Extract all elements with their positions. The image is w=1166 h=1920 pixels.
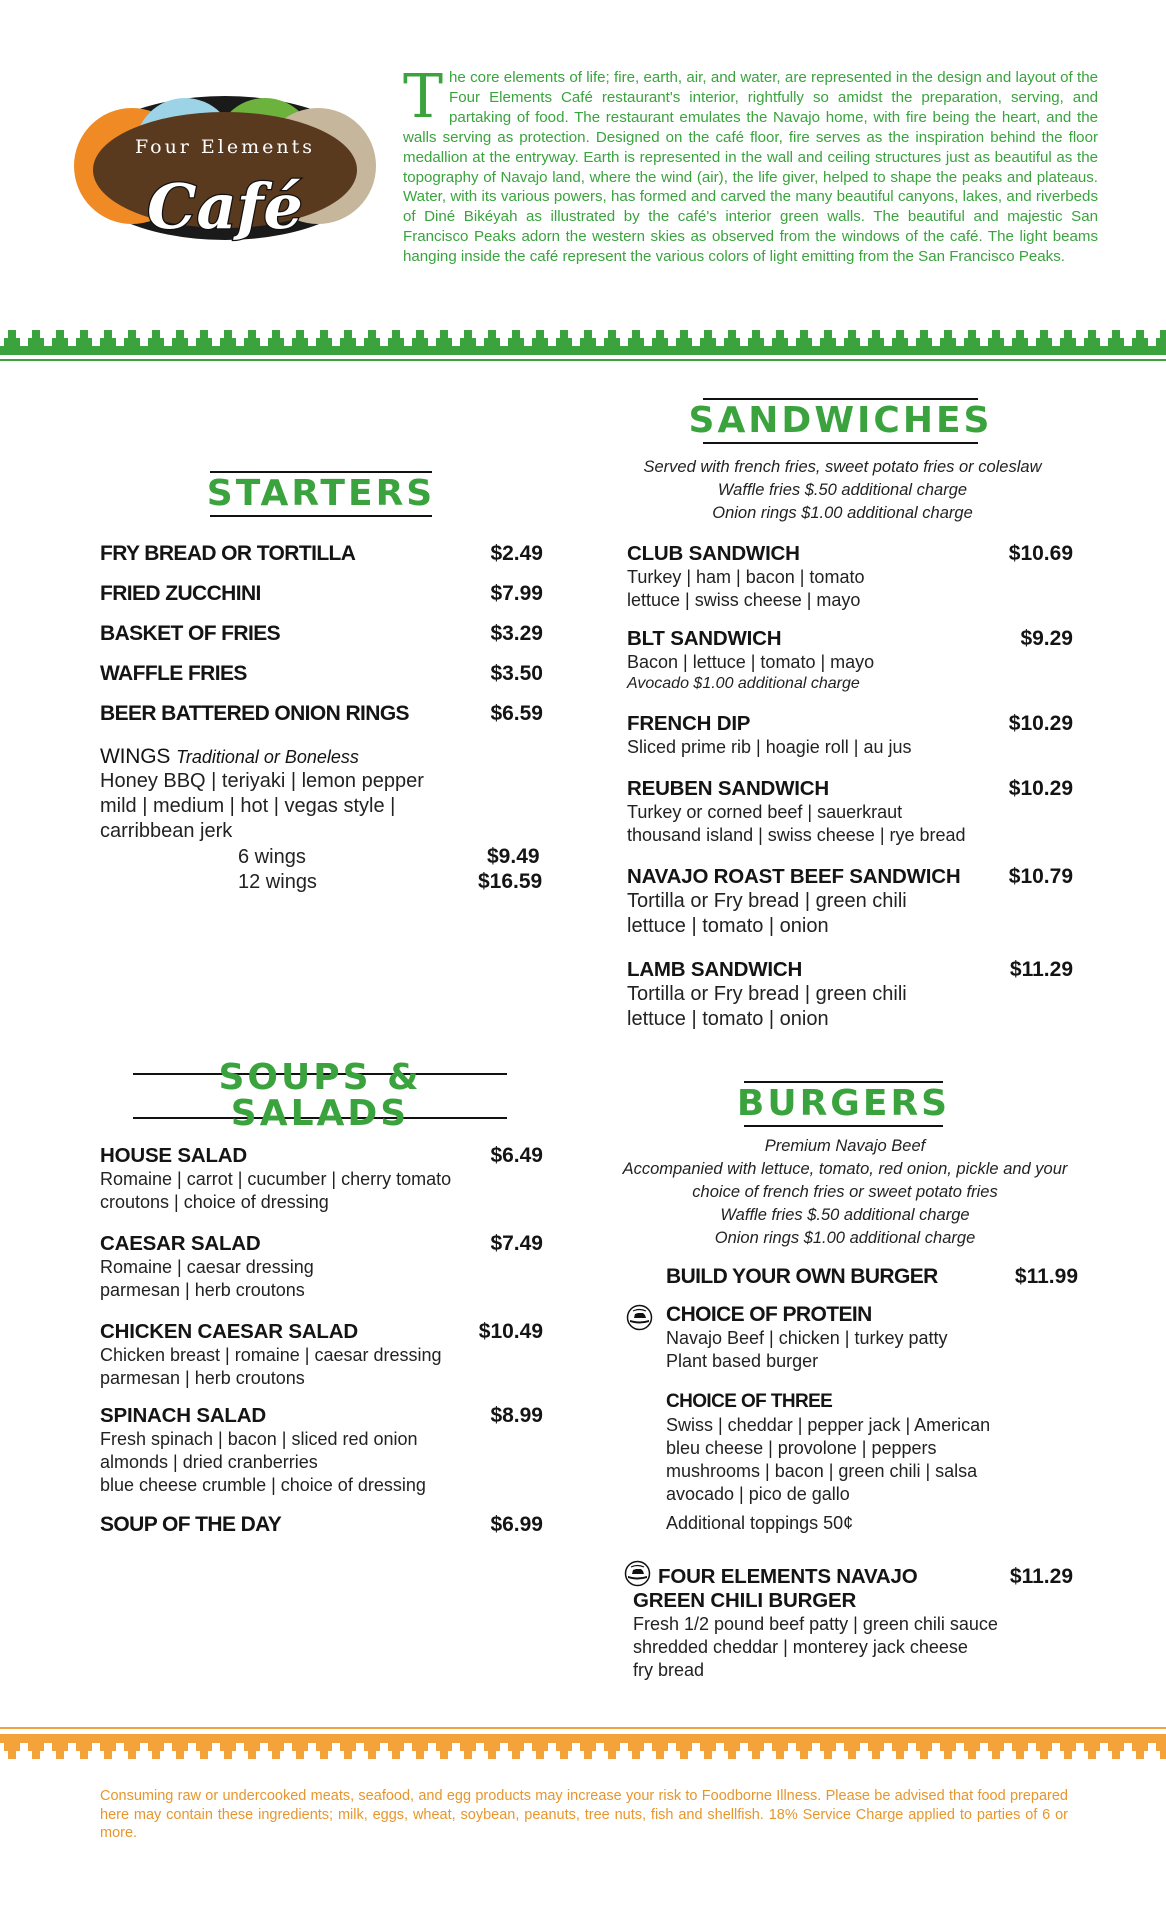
wings-subtitle: Traditional or Boneless — [176, 747, 359, 767]
item-desc: mushrooms | bacon | green chili | salsa — [666, 1461, 978, 1481]
item-name: BASKET OF FRIES — [100, 622, 281, 645]
item-desc: Romaine | carrot | cucumber | cherry tomato — [100, 1169, 452, 1189]
item-desc: Plant based burger — [666, 1351, 819, 1371]
note-line: Onion rings $1.00 additional charge — [712, 504, 973, 522]
navajo-beef-icon — [626, 1304, 653, 1331]
item-name: WINGS — [100, 745, 171, 768]
item-price: $9.29 — [1020, 627, 1073, 650]
note-line: Premium Navajo Beef — [764, 1137, 926, 1155]
item-price: $10.79 — [1008, 865, 1073, 888]
item-name: CLUB SANDWICH — [627, 542, 800, 565]
salad-item — [100, 1404, 543, 1497]
sandwiches-heading-text: SANDWICHES — [688, 400, 993, 441]
burger-item-navajo — [633, 1565, 1073, 1682]
sandwich-item — [627, 777, 1073, 847]
additional-toppings: Additional toppings 50¢ — [666, 1513, 854, 1533]
item-desc: parmesan | herb croutons — [100, 1368, 305, 1388]
item-price: $10.69 — [1008, 542, 1073, 565]
item-name: HOUSE SALAD — [100, 1144, 248, 1167]
item-desc: Fresh 1/2 pound beef patty | green chili sauce — [633, 1614, 998, 1634]
burger-item-build — [666, 1265, 1078, 1289]
item-name: FRENCH DIP — [627, 712, 751, 735]
item-desc: almonds | dried cranberries — [100, 1452, 318, 1472]
item-price: $11.99 — [1014, 1265, 1078, 1288]
item-name: CHOICE OF PROTEIN — [666, 1303, 872, 1326]
green-zigzag-divider — [0, 326, 1166, 362]
burger-choice-protein — [666, 1303, 1078, 1373]
intro-dropcap: T — [403, 62, 444, 132]
item-desc: lettuce | tomato | onion — [627, 1008, 829, 1030]
item-desc: Tortilla or Fry bread | green chili — [627, 983, 907, 1005]
item-desc: lettuce | tomato | onion — [627, 915, 829, 937]
item-price: $11.29 — [1009, 958, 1073, 981]
item-desc: bleu cheese | provolone | peppers — [666, 1438, 937, 1458]
item-desc: lettuce | swiss cheese | mayo — [627, 590, 861, 610]
item-desc: avocado | pico de gallo — [666, 1484, 850, 1504]
item-name: NAVAJO ROAST BEEF SANDWICH — [627, 865, 961, 888]
item-name: FRY BREAD OR TORTILLA — [100, 542, 356, 565]
orange-zigzag-divider — [0, 1727, 1166, 1773]
item-name: CHOICE OF THREE — [666, 1391, 833, 1412]
intro-paragraph — [403, 62, 1098, 267]
item-name: REUBEN SANDWICH — [627, 777, 830, 800]
wings-option-12: 12 wings — [238, 871, 317, 893]
four-elements-cafe-logo — [70, 88, 380, 260]
item-price: $8.99 — [490, 1404, 543, 1427]
note-line: Served with french fries, sweet potato fries or coleslaw — [643, 458, 1042, 476]
allergen-disclaimer: Consuming raw or undercooked meats, seafood, and egg products may increase your risk to Foodborne Illness. Please be advised that food prepared here may contain these ingredients; milk, eggs, wheat, soybean, peanuts, tree nuts, fish and shellfish. 18% Service Charge applied to parties of 6 or more. — [100, 1788, 1068, 1841]
starter-item — [100, 582, 543, 606]
item-price: $6.59 — [490, 702, 543, 725]
item-name: SPINACH SALAD — [100, 1404, 266, 1427]
item-price: $7.49 — [490, 1232, 543, 1255]
logo-line2: Café — [147, 170, 303, 243]
starters-heading — [206, 471, 436, 517]
item-name-line2: GREEN CHILI BURGER — [633, 1589, 857, 1612]
sandwich-item — [627, 627, 1073, 694]
burgers-heading-text: BURGERS — [736, 1083, 951, 1124]
sandwich-item — [627, 542, 1073, 612]
item-name: CAESAR SALAD — [100, 1232, 261, 1255]
item-price: $11.29 — [1009, 1565, 1073, 1588]
item-desc: fry bread — [633, 1660, 705, 1680]
note-line: Waffle fries $.50 additional charge — [720, 1206, 970, 1224]
wings-option-6: 6 wings — [238, 846, 306, 868]
item-desc: shredded cheddar | monterey jack cheese — [633, 1637, 968, 1657]
starters-heading-text: STARTERS — [206, 473, 436, 514]
item-desc: Romaine | caesar dressing — [100, 1257, 314, 1277]
starter-item — [100, 542, 543, 566]
item-note: Avocado $1.00 additional charge — [627, 675, 860, 692]
wings-price-6: $9.49 — [487, 845, 540, 868]
item-name: FRIED ZUCCHINI — [100, 582, 261, 605]
item-price: $7.99 — [490, 582, 543, 605]
salad-item — [100, 1232, 543, 1302]
item-name: FOUR ELEMENTS NAVAJO — [658, 1565, 918, 1588]
item-desc: Fresh spinach | bacon | sliced red onion — [100, 1429, 418, 1449]
wings-item — [100, 745, 543, 844]
item-desc: Turkey or corned beef | sauerkraut — [627, 802, 903, 822]
item-name: WAFFLE FRIES — [100, 662, 247, 685]
soups-salads-heading — [133, 1057, 507, 1134]
logo-line1: Four Elements — [134, 136, 316, 158]
note-line: Accompanied with lettuce, tomato, red onion, pickle and your — [622, 1160, 1068, 1178]
item-desc: Sliced prime rib | hoagie roll | au jus — [627, 737, 912, 757]
item-desc: Honey BBQ | teriyaki | lemon pepper — [100, 770, 424, 792]
item-desc: carribbean jerk — [100, 820, 233, 842]
sandwiches-note — [600, 456, 1085, 525]
item-name: BUILD YOUR OWN BURGER — [666, 1265, 938, 1288]
item-name: SOUP OF THE DAY — [100, 1513, 282, 1536]
item-name: BEER BATTERED ONION RINGS — [100, 702, 409, 725]
burger-choice-three — [666, 1390, 1078, 1535]
starter-item — [100, 662, 543, 686]
sandwich-item — [627, 712, 1073, 759]
intro-text: he core elements of life; fire, earth, air, and water, are represented in the design and layout of the Four Elements Café restaurant's interior, rightfully so amidst the preparation, serving, and partaking of food. The restaurant emulates the Navajo home, with fire being the heart, and the walls serving as protection. Designed on the café floor, fire serves as the inspiration behind the floor medallion at the entryway. Earth is represented in the wall and ceiling structures just as beautiful as the topography of Navajo land, where the wind (air), the life giver, helped to shape the peaks and plateaus. Water, with its various powers, has formed and carved the many beautiful canyons, lakes, and riverbeds of Diné Bikéyah as illustrated by the café's interior green walls. The beautiful and majestic San Francisco Peaks adorn the western skies as observed from the windows of the café. The light beams hanging inside the café represent the various colors of light emitting from the San Francisco Peaks. — [403, 69, 1098, 266]
item-desc: Navajo Beef | chicken | turkey patty — [666, 1328, 948, 1348]
item-desc: Swiss | cheddar | pepper jack | American — [666, 1415, 991, 1435]
wings-price-12: $16.59 — [478, 870, 543, 893]
salad-item — [100, 1144, 543, 1214]
item-price: $6.99 — [490, 1513, 543, 1536]
item-name: CHICKEN CAESAR SALAD — [100, 1320, 358, 1343]
soup-item — [100, 1513, 543, 1537]
item-desc: thousand island | swiss cheese | rye bread — [627, 825, 966, 845]
item-price: $3.50 — [490, 662, 543, 685]
item-desc: Chicken breast | romaine | caesar dressing — [100, 1345, 442, 1365]
item-desc: croutons | choice of dressing — [100, 1192, 329, 1212]
burgers-heading — [736, 1081, 951, 1127]
item-desc: blue cheese crumble | choice of dressing — [100, 1475, 426, 1495]
sandwich-item — [627, 865, 1073, 939]
item-name: LAMB SANDWICH — [627, 958, 803, 981]
item-price: $10.49 — [478, 1320, 543, 1343]
note-line: Onion rings $1.00 additional charge — [714, 1229, 976, 1247]
salad-item — [100, 1320, 543, 1390]
item-desc: parmesan | herb croutons — [100, 1280, 305, 1300]
burgers-note — [600, 1135, 1090, 1250]
item-price: $2.49 — [490, 542, 543, 565]
item-price: $10.29 — [1008, 777, 1073, 800]
item-name: BLT SANDWICH — [627, 627, 782, 650]
item-price: $3.29 — [490, 622, 543, 645]
sandwiches-heading — [688, 398, 993, 444]
note-line: choice of french fries or sweet potato fries — [692, 1183, 998, 1201]
soups-heading-text: SOUPS & SALADS — [218, 1057, 422, 1134]
item-desc: Tortilla or Fry bread | green chili — [627, 890, 907, 912]
item-desc: Turkey | ham | bacon | tomato — [627, 567, 865, 587]
wings-title — [100, 745, 543, 769]
sandwich-item — [627, 958, 1073, 1032]
item-desc: Bacon | lettuce | tomato | mayo — [627, 652, 875, 672]
starter-item — [100, 702, 543, 726]
note-line: Waffle fries $.50 additional charge — [717, 481, 968, 499]
item-desc: mild | medium | hot | vegas style | — [100, 795, 396, 817]
item-price: $10.29 — [1008, 712, 1073, 735]
starter-item — [100, 622, 543, 646]
item-price: $6.49 — [490, 1144, 543, 1167]
